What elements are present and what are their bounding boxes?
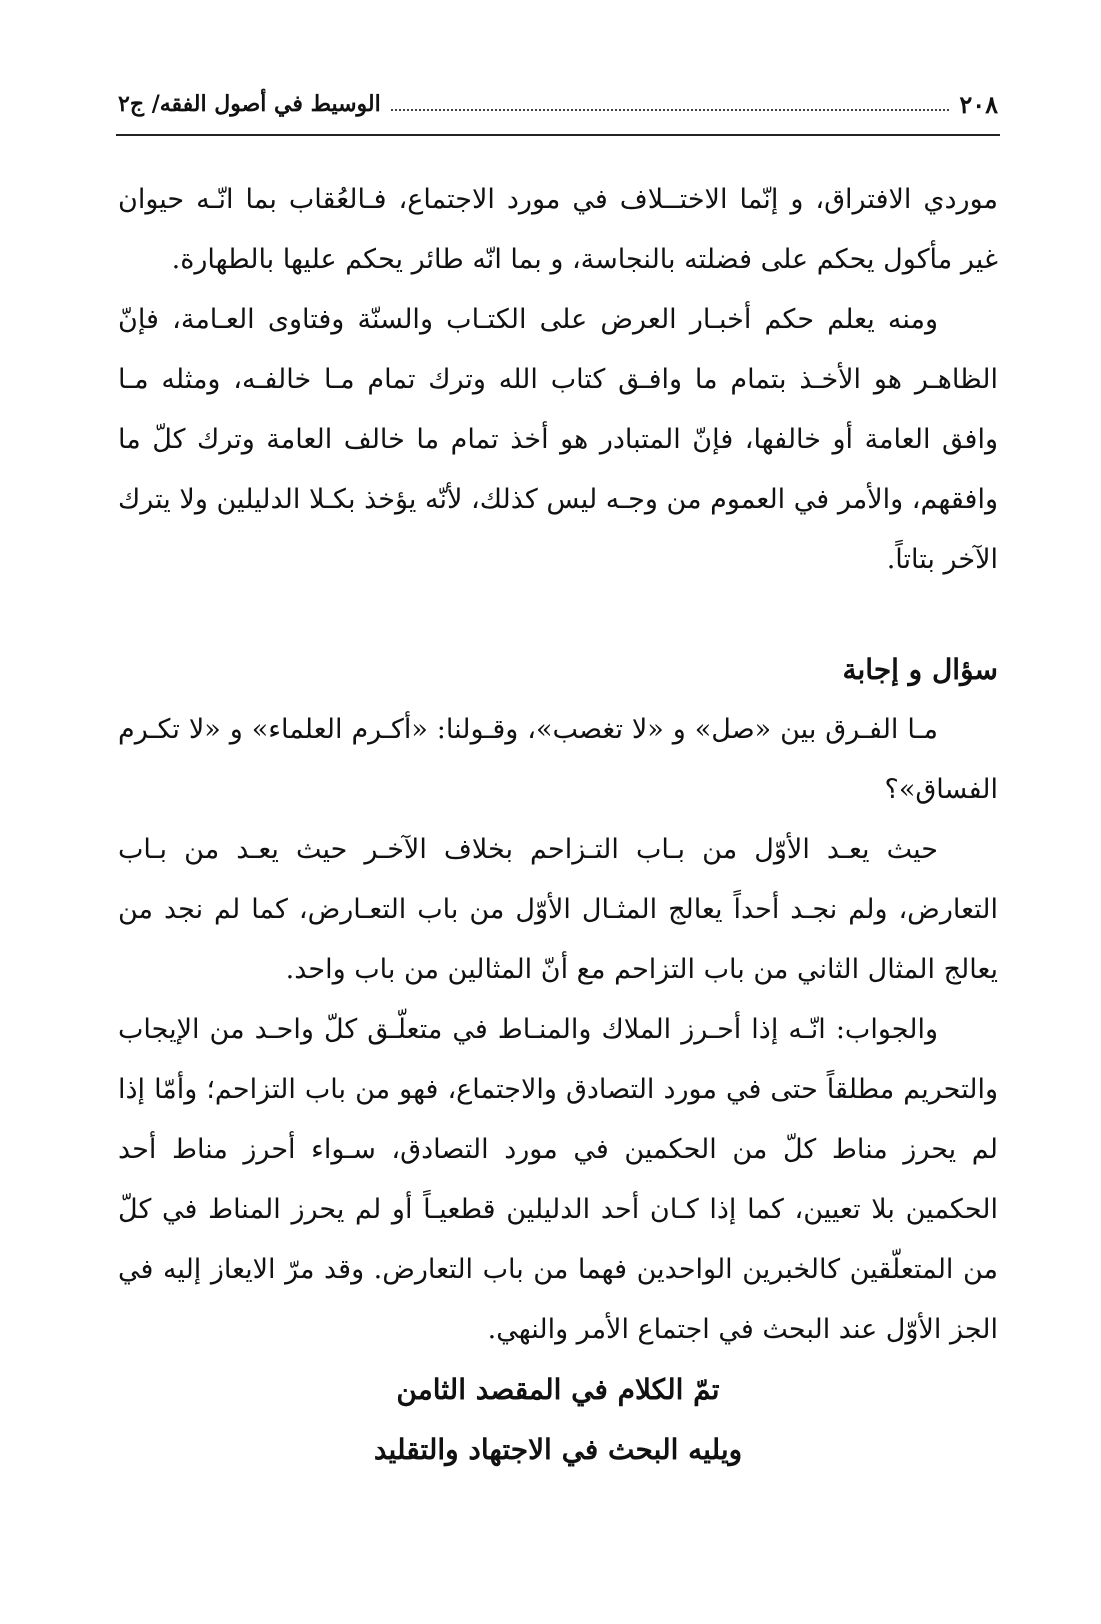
- running-title: الوسيط في أصول الفقه/ ج٢: [118, 91, 381, 117]
- header-divider: [116, 134, 1000, 136]
- closing-line-1: تمّ الكلام في المقصد الثامن: [396, 1373, 720, 1406]
- answer-paragraph: والجواب: انّـه إذا أحـرز الملاك والمنـاط في متعلّـق كلّ واحـد من الإيجاب والتحريم مطلقاً حتى في مورد التصادق والاجتماع، فهو من باب التزاحم؛ وأمّا إذا لم يحرز مناط كلّ من الحكمين في مورد التصادق، سـواء أحرز مناط أحد الحكمين بلا تعيين، كما إذا كـان أحد الدليلين قطعيـاً أو لم يحرز المناط في كلّ من المتعلّقين كالخبرين الواحدين فهما من باب التعارض. وقد مرّ الايعاز إليه في الجز الأوّل عند البحث في اجتماع الأمر والنهي.: [118, 1014, 998, 1345]
- page-number: ٢٠٨: [959, 89, 998, 119]
- paragraph: موردي الافتراق، و إنّما الاختــلاف في مورد الاجتماع، فـالعُقاب بما انّـه حيوان غير مأكول يحكم على فضلته بالنجاسة، و بما انّه طائر يحكم عليها بالطهارة.: [118, 184, 998, 275]
- header-dotted-leader: [391, 109, 950, 111]
- main-text: [118, 170, 998, 1480]
- paragraph: حيث يعـد الأوّل من بـاب التـزاحم بخلاف الآخـر حيث يعـد من بـاب التعارض، ولم نجـد أحداً يعالج المثـال الأوّل من باب التعـارض، كما لم نجد من يعالج المثال الثاني من باب التزاحم مع أنّ المثالين من باب واحد.: [118, 834, 998, 985]
- paragraph: ومنه يعلم حكم أخبـار العرض على الكتـاب والسنّة وفتاوى العـامة، فإنّ الظاهـر هو الأخـذ بتمام ما وافـق كتاب الله وترك تمام مـا خالفـه، ومثله مـا وافق العامة أو خالفها، فإنّ المتبادر هو أخذ تمام ما خالف العامة وترك كلّ ما وافقهم، والأمر في العموم من وجـه ليس كذلك، لأنّه يؤخذ بكـلا الدليلين ولا يترك الآخر بتاتاً.: [118, 304, 998, 575]
- page-header: [118, 84, 998, 124]
- question-paragraph: مـا الفـرق بين «صل» و «لا تغصب»، وقـولنا: «أكـرم العلماء» و «لا تكـرم الفساق»؟: [118, 714, 998, 805]
- section-heading: سؤال و إجابة: [842, 653, 998, 686]
- closing-line-2: ويليه البحث في الاجتهاد والتقليد: [373, 1433, 743, 1466]
